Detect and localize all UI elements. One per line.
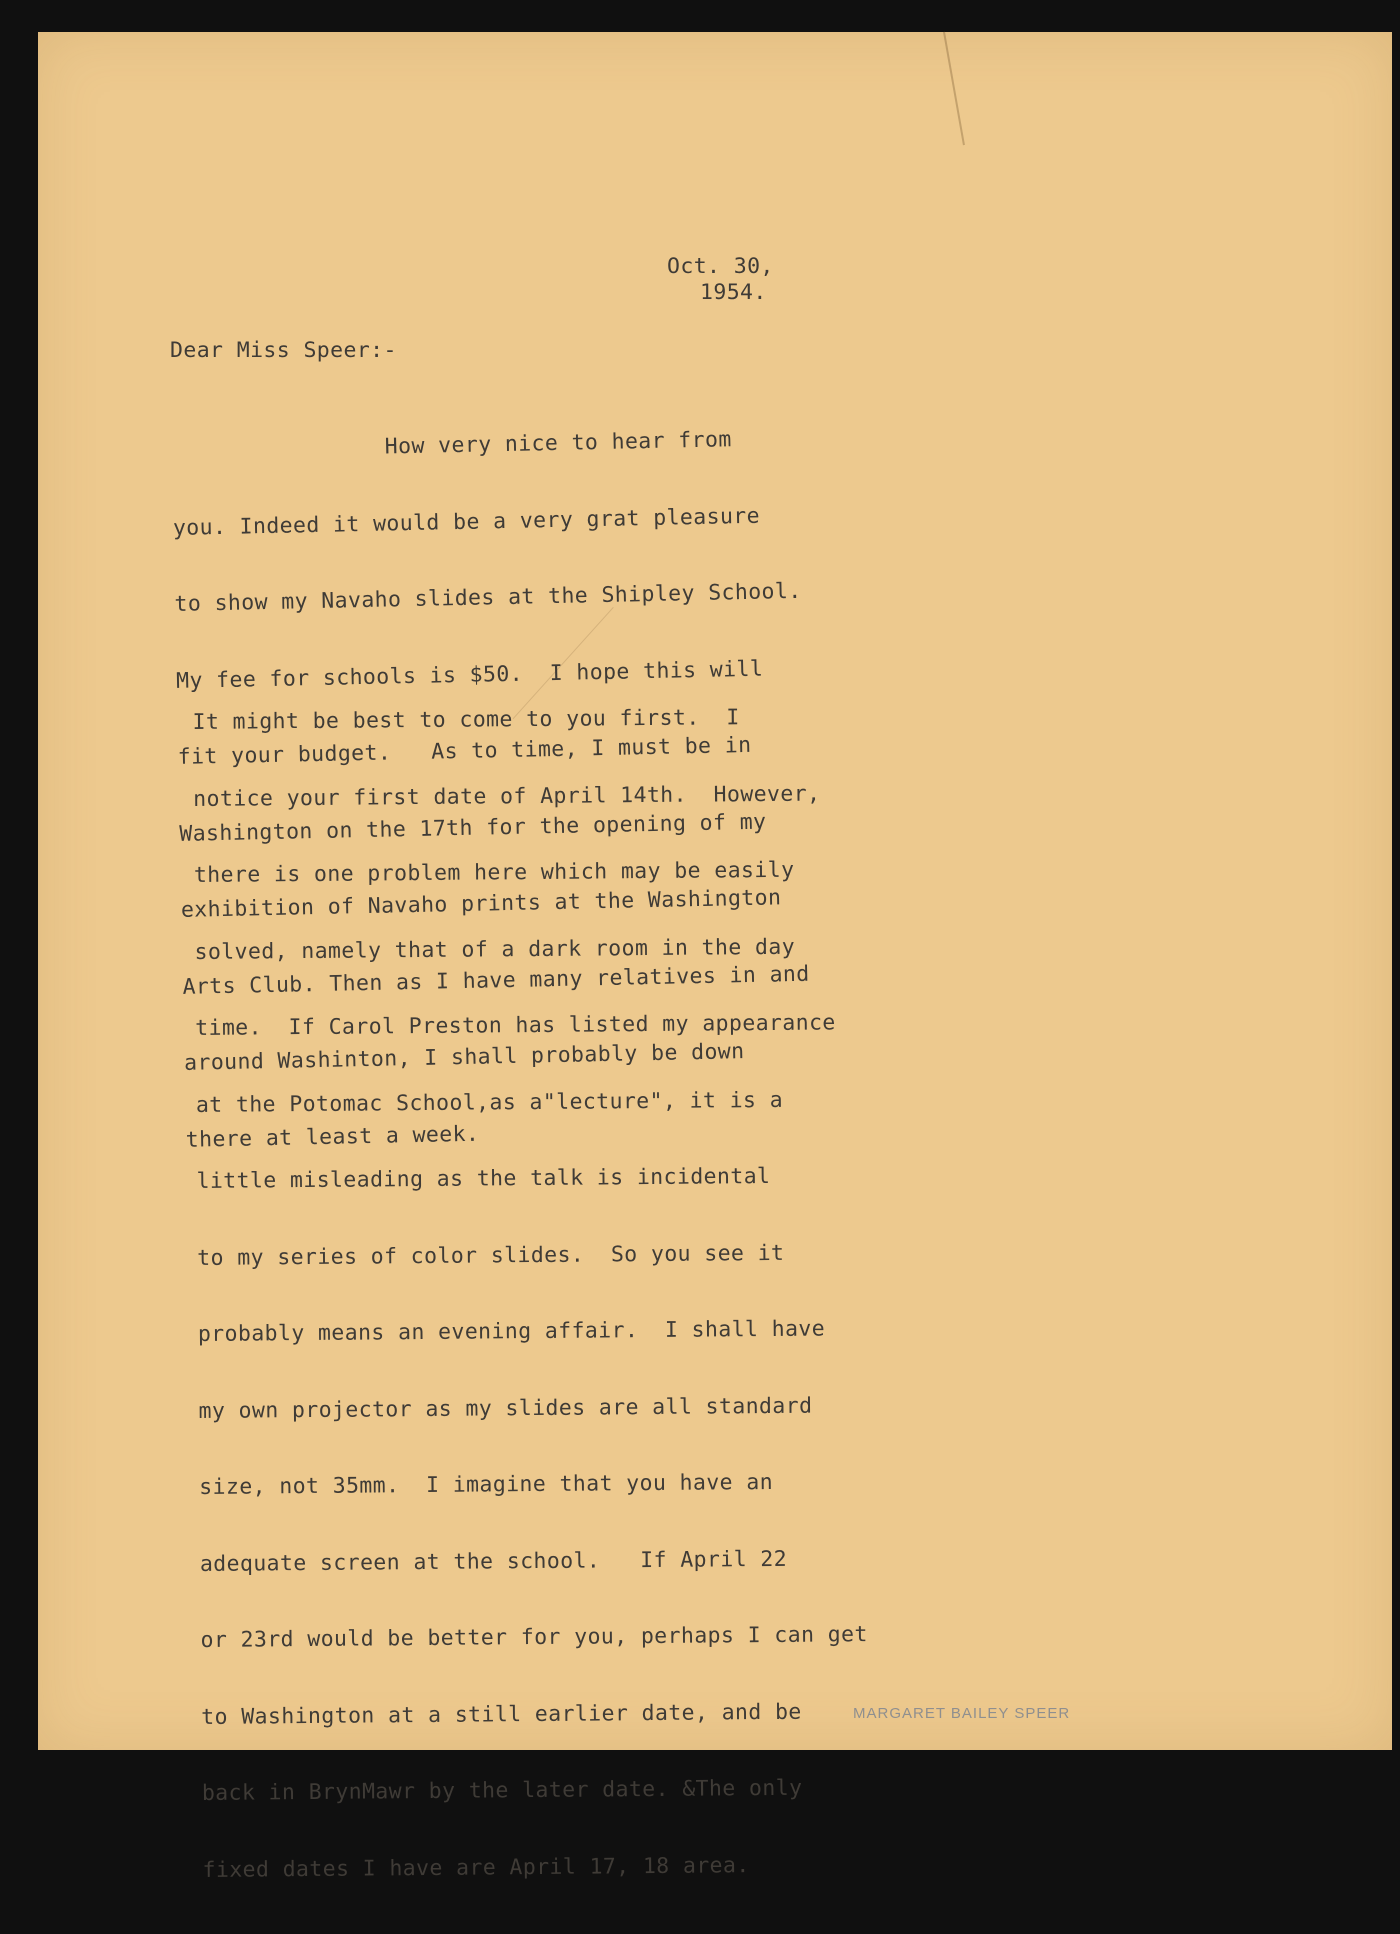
text-line: at the Potomac School,as a"lecture", it is a	[195, 1087, 784, 1118]
text-line: to Washington at a still earlier date, and be	[201, 1699, 802, 1730]
text-line: Washington on the 17th for the opening of my	[179, 809, 767, 847]
text-line: probably means an evening affair. I shall have	[197, 1316, 826, 1347]
text-line: exhibition of Navaho prints at the Washington	[180, 885, 782, 923]
text-line: you. Indeed it would be a very grat pleasure	[172, 503, 761, 541]
paper-crease	[943, 32, 965, 146]
salutation: Dear Miss Speer:-	[170, 338, 397, 363]
text-line: size, not 35mm. I imagine that you have an	[199, 1469, 774, 1500]
text-line: little misleading as the talk is incidental	[196, 1163, 771, 1194]
text-line: there at least a week.	[185, 1121, 480, 1153]
letter-page	[38, 32, 1392, 1883]
text-line: Arts Club. Then as I have many relatives in and	[182, 961, 810, 1000]
archive-collection-label: MARGARET BAILEY SPEER	[853, 1705, 1071, 1722]
text-line: time. If Carol Preston has listed my appearance	[195, 1010, 836, 1041]
text-line: fixed dates I have are April 17, 18 area.	[202, 1852, 750, 1883]
text-line: fit your budget. As to time, I must be in	[177, 732, 752, 770]
text-line: notice your first date of April 14th. However,	[193, 781, 821, 812]
letter-date-month-day: Oct. 30,	[667, 254, 774, 279]
text-line: around Washinton, I shall probably be down	[183, 1039, 745, 1076]
body-paragraph-2	[192, 653, 870, 1934]
text-line: solved, namely that of a dark room in the day	[194, 934, 796, 965]
text-line: My fee for schools is $50. I hope this will	[175, 656, 764, 694]
text-line: to my series of color slides. So you see it	[197, 1240, 785, 1271]
text-line: How very nice to hear from	[171, 427, 732, 464]
text-line: there is one problem here which may be easily	[193, 857, 795, 888]
text-line: It might be best to come to you first. I	[192, 705, 740, 735]
letter-date-year: 1954.	[700, 280, 767, 305]
text-line: back in BrynMawr by the later date. &The only	[201, 1775, 803, 1806]
text-line: or 23rd would be better for you, perhaps I can get	[200, 1622, 868, 1653]
text-line: my own projector as my slides are all standard	[198, 1393, 813, 1424]
text-line: adequate screen at the school. If April 22	[199, 1546, 788, 1577]
text-line: to show my Navaho slides at the Shipley School.	[174, 578, 802, 617]
